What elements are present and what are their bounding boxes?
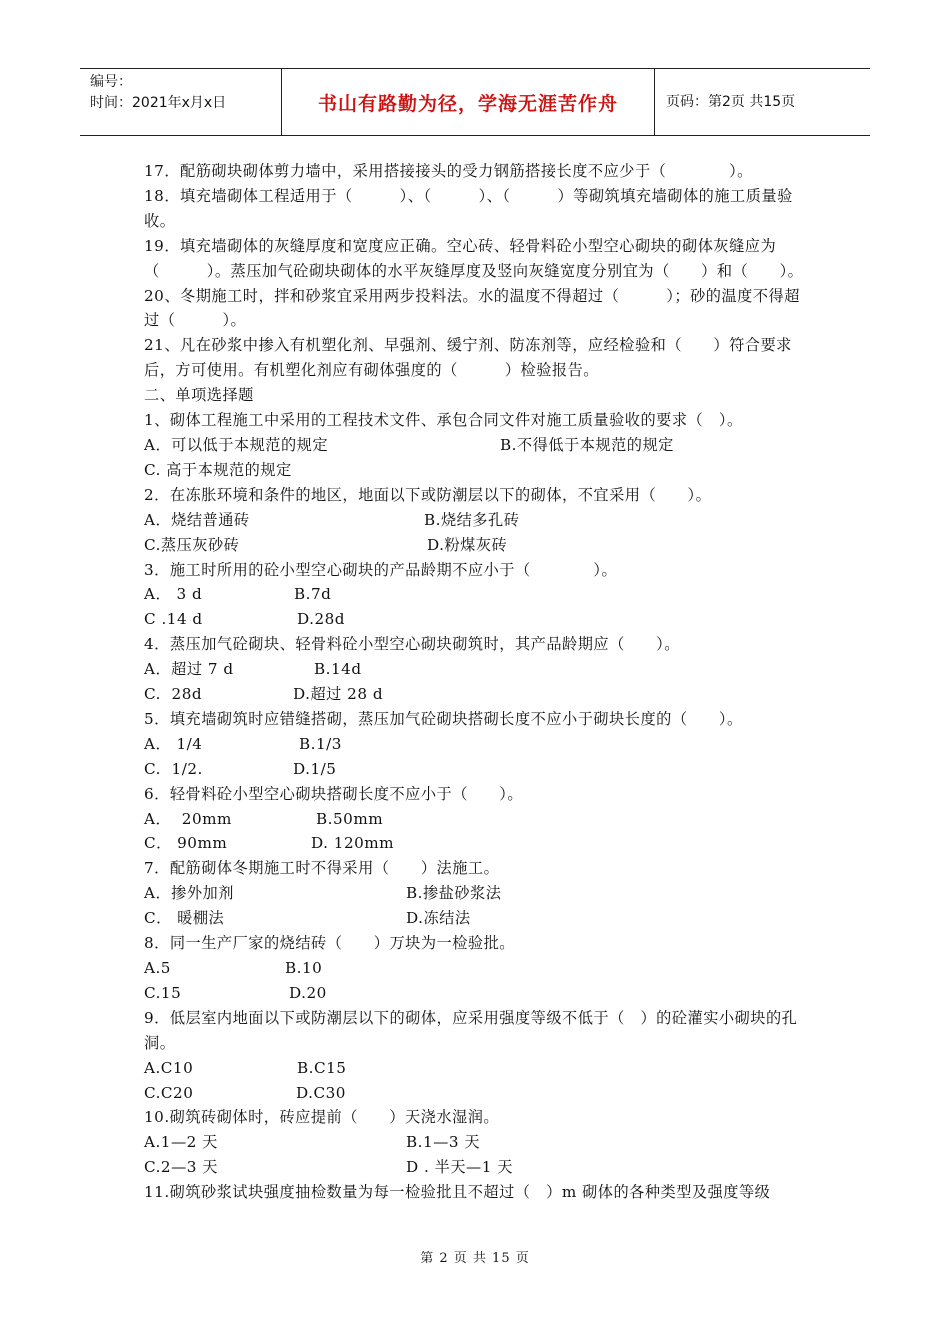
- page-footer: 第 2 页 共 15 页: [420, 1251, 530, 1266]
- question-21: 21、凡在砂浆中掺入有机塑化剂、早强剂、缓宁剂、防冻剂等，应经检验和（ ）符合要求后，方可使用。有机塑化剂应有砌体强度的（ ）检验报告。: [144, 336, 792, 380]
- option-c: C. 1/2.: [144, 759, 203, 778]
- option-b: B.1/3: [299, 734, 342, 753]
- option-row: [144, 757, 812, 782]
- choice-question-8: 8．同一生产厂家的烧结砖（ ）万块为一检验批。: [144, 934, 515, 953]
- header-page-info: 页码：第2页 共15页: [666, 94, 796, 110]
- option-row: [144, 433, 812, 458]
- document-date: 时间：2021年x月x日: [90, 95, 227, 111]
- option-d: D.C30: [296, 1083, 346, 1102]
- option-c: C.2—3 天: [144, 1158, 218, 1177]
- option-c: C.15: [144, 983, 182, 1002]
- option-row: [144, 807, 812, 832]
- option-a: A.5: [144, 959, 171, 977]
- option-b: B.掺盐砂浆法: [406, 884, 502, 903]
- choice-question-6: 6．轻骨料砼小型空心砌块搭砌长度不应小于（ ）。: [144, 784, 524, 803]
- choice-question-7: 7．配筋砌体冬期施工时不得采用（ ）法施工。: [144, 859, 500, 878]
- option-a: A．可以低于本规范的规定: [144, 435, 329, 454]
- question-19: 19．填充墙砌体的灰缝厚度和宽度应正确。空心砖、轻骨料砼小型空心砌块的砌体灰缝应为（ ）。蒸压加气砼砌块砌体的水平灰缝厚度及竖向灰缝宽度分别宜为（ ）和（ ）。: [144, 236, 804, 280]
- option-d: D.28d: [297, 610, 346, 629]
- option-d: D.冻结法: [406, 909, 471, 928]
- option-row: [144, 831, 812, 856]
- option-a: A． 1/4: [144, 734, 203, 753]
- option-c: C.蒸压灰砂砖: [144, 535, 240, 554]
- option-d: D . 半天—1 天: [406, 1158, 513, 1177]
- choice-question-10: 10.砌筑砖砌体时，砖应提前（ ）天浇水湿润。: [144, 1108, 500, 1127]
- option-c: C. 28d: [144, 685, 203, 704]
- page-header: [80, 68, 870, 136]
- option-b: B.14d: [314, 660, 362, 679]
- choice-question-3: 3．施工时所用的砼小型空心砌块的产品龄期不应小于（ ）。: [144, 560, 618, 579]
- option-row: [144, 682, 812, 707]
- option-row: [144, 881, 812, 906]
- option-b: B.7d: [294, 585, 332, 604]
- option-a: A.C10: [144, 1058, 194, 1077]
- option-d: D. 120mm: [311, 834, 395, 853]
- option-row: [144, 1081, 812, 1106]
- option-b: B.10: [285, 959, 323, 977]
- header-left: [90, 72, 226, 114]
- option-d: D.超过 28 d: [293, 685, 384, 704]
- choice-question-5: 5．填充墙砌筑时应错缝搭砌，蒸压加气砼砌块搭砌长度不应小于砌块长度的（ ）。: [144, 709, 743, 728]
- option-d: D.粉煤灰砖: [427, 535, 508, 554]
- option-a: A．烧结普通砖: [144, 510, 250, 529]
- option-c: C .14 d: [144, 610, 203, 629]
- option-row: [144, 906, 812, 931]
- choice-question-4: 4．蒸压加气砼砌块、轻骨料砼小型空心砌块砌筑时，其产品龄期应（ ）。: [144, 635, 680, 654]
- document-number-label: 编号：: [90, 74, 132, 90]
- option-b: B.1—3 天: [406, 1133, 481, 1152]
- section-heading: 二、单项选择题: [144, 386, 254, 405]
- question-17: 17．配筋砌块砌体剪力墙中，采用搭接接头的受力钢筋搭接长度不应少于（ ）。: [144, 162, 753, 180]
- option-row: [144, 1130, 812, 1155]
- option-b: B.烧结多孔砖: [424, 510, 520, 529]
- option-row: [144, 657, 812, 682]
- choice-question-9: 9．低层室内地面以下或防潮层以下的砌体，应采用强度等级不低于（ ）的砼灌实小砌块的孔洞。: [144, 1008, 798, 1052]
- option-c: C. 高于本规范的规定: [144, 460, 292, 479]
- option-b: B.50mm: [316, 809, 384, 828]
- option-row: [144, 1155, 812, 1180]
- option-b: B.C15: [297, 1058, 347, 1077]
- option-a: A． 3 d: [144, 585, 203, 604]
- header-motto: 书山有路勤为径，学海无涯苦作舟: [281, 69, 655, 135]
- document-body: [144, 159, 812, 1205]
- option-row: [144, 956, 812, 981]
- option-a: A．掺外加剂: [144, 884, 234, 903]
- option-row: [144, 508, 812, 533]
- option-row: [144, 981, 812, 1006]
- option-row: [144, 582, 812, 607]
- option-c: C． 90mm: [144, 834, 228, 853]
- option-a: A.1—2 天: [144, 1133, 218, 1152]
- option-a: A． 20mm: [144, 809, 232, 828]
- option-d: D.1/5: [293, 759, 337, 778]
- option-c: C.C20: [144, 1083, 194, 1102]
- choice-question-11: 11.砌筑砂浆试块强度抽检数量为每一检验批且不超过（ ）m 砌体的各种类型及强度等级: [144, 1183, 771, 1202]
- question-18: 18．填充墙砌体工程适用于（ ）、（ ）、（ ）等砌筑填充墙砌体的施工质量验收。: [144, 186, 793, 230]
- option-row: [144, 1056, 812, 1081]
- choice-question-1: 1、砌体工程施工中采用的工程技术文件、承包合同文件对施工质量验收的要求（ ）。: [144, 411, 743, 430]
- option-d: D.20: [289, 983, 327, 1002]
- option-a: A．超过 7 d: [144, 660, 234, 679]
- option-row: [144, 533, 812, 558]
- choice-question-2: 2．在冻胀环境和条件的地区，地面以下或防潮层以下的砌体，不宜采用（ ）。: [144, 485, 712, 504]
- option-b: B.不得低于本规范的规定: [500, 435, 674, 454]
- option-c: C． 暖棚法: [144, 909, 225, 928]
- option-row: [144, 607, 812, 632]
- option-row: [144, 732, 812, 757]
- question-20: 20、冬期施工时，拌和砂浆宜采用两步投料法。水的温度不得超过（ ）；砂的温度不得超过（ ）。: [144, 286, 800, 330]
